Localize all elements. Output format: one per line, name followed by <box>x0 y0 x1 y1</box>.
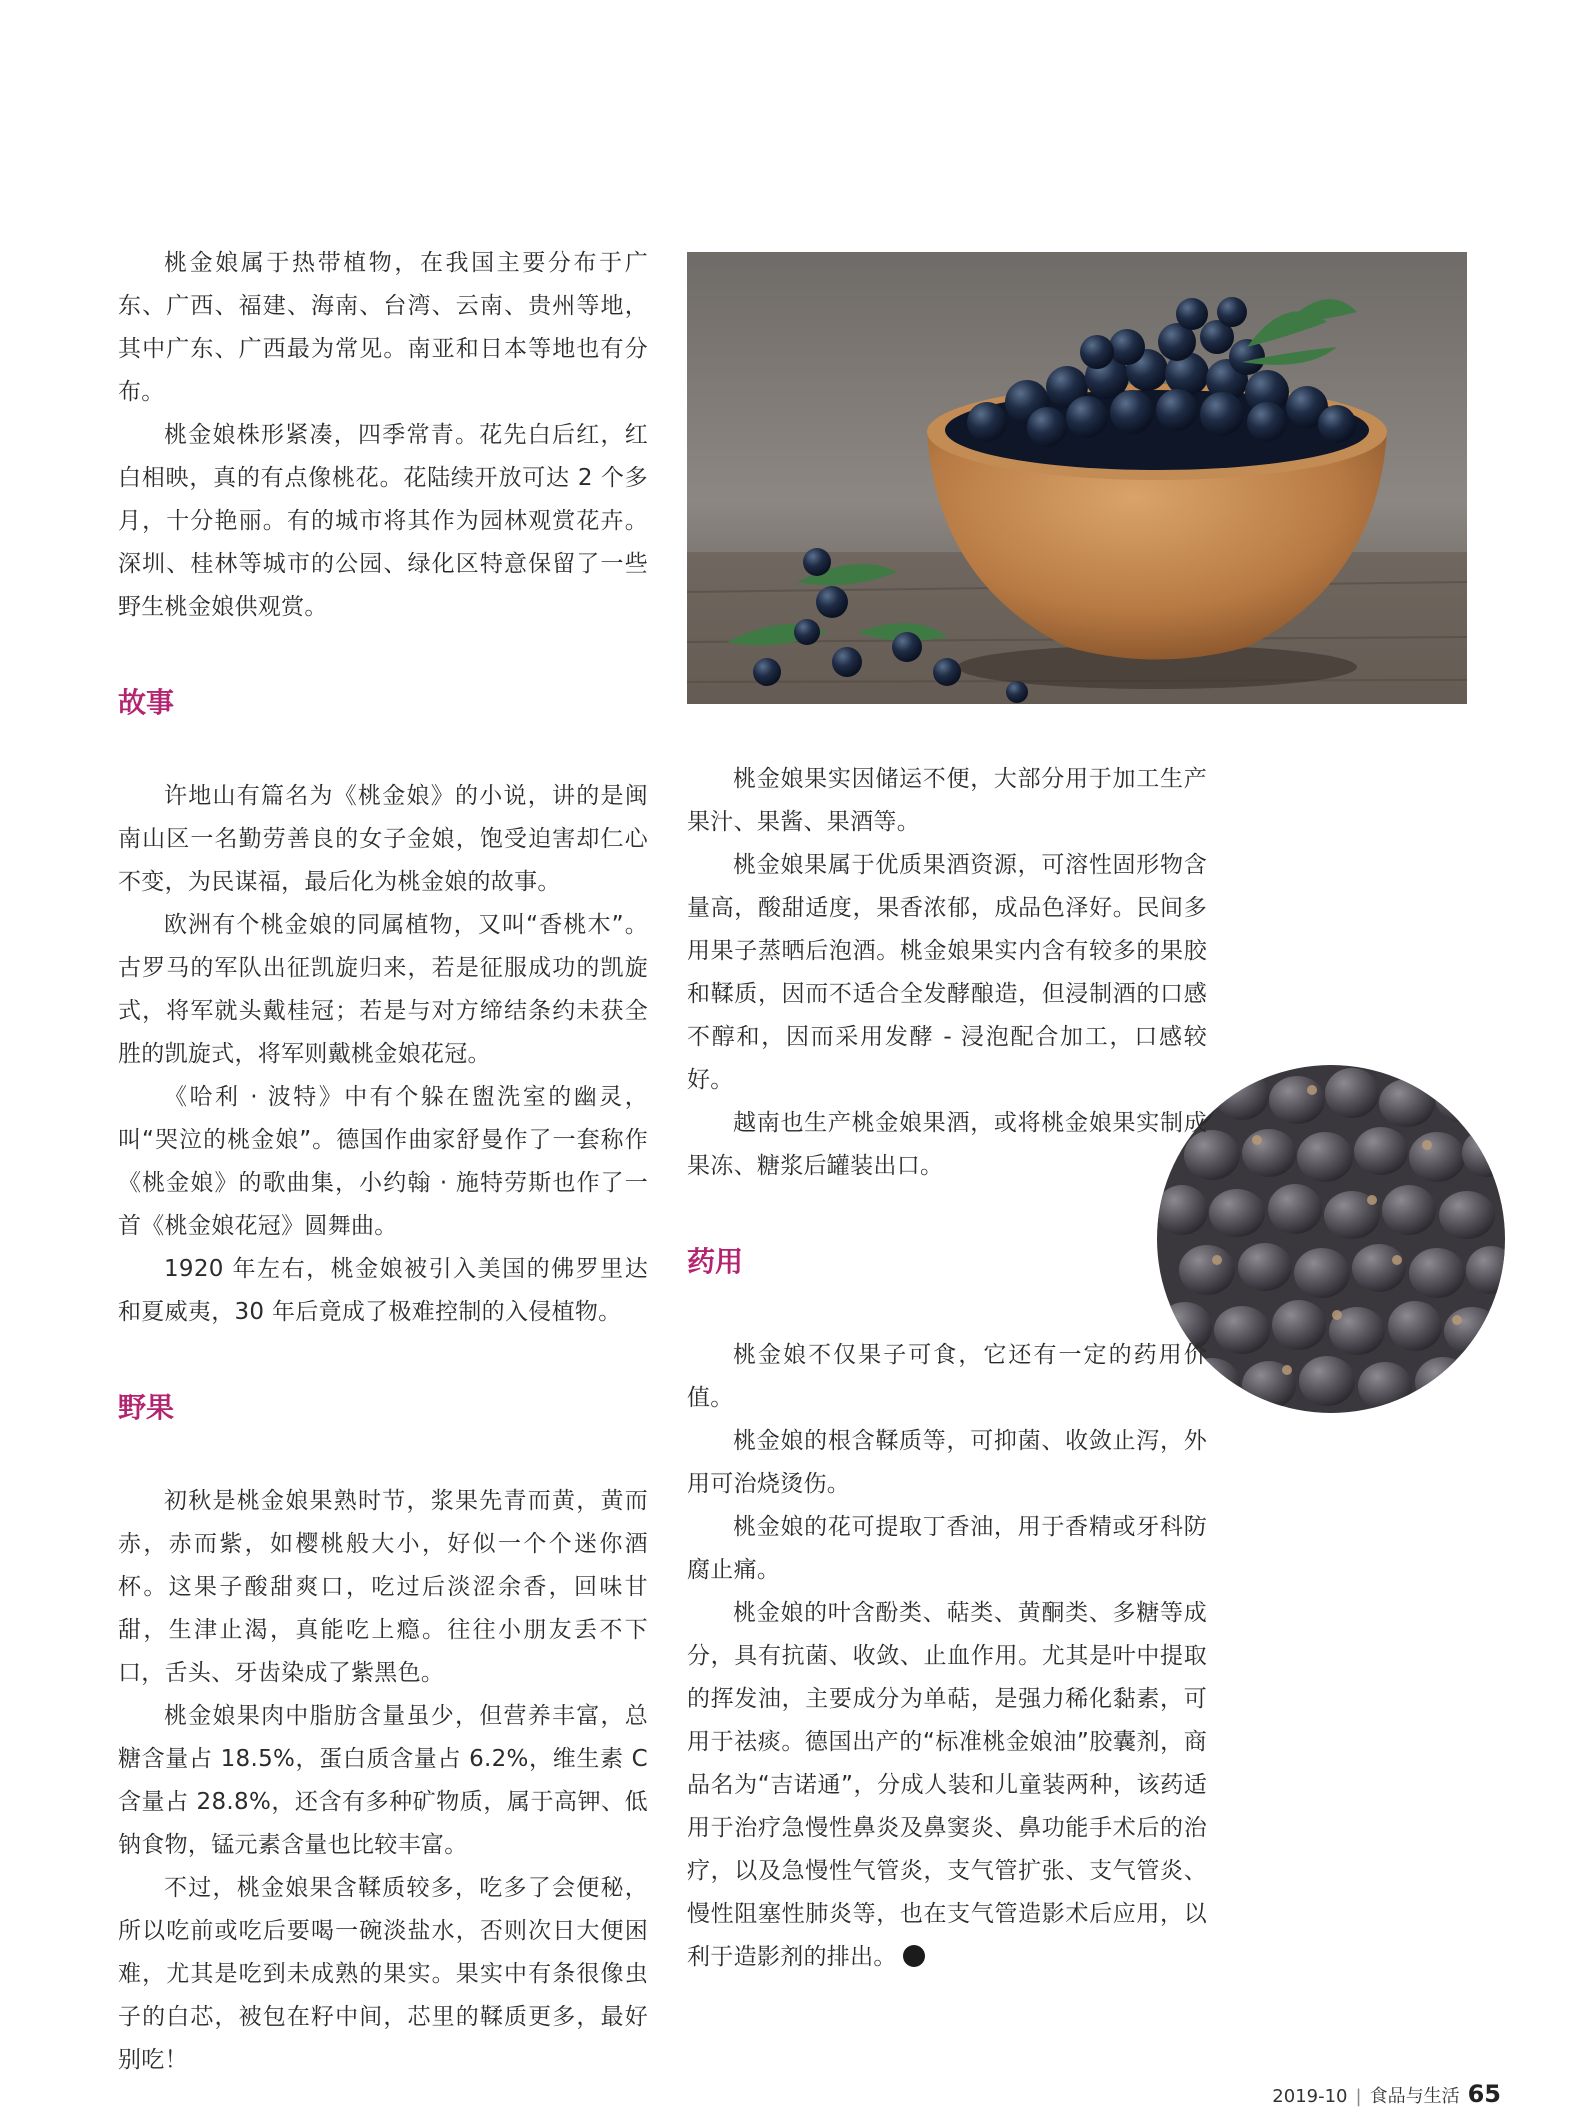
medicine-paragraph-1: 桃金娘不仅果子可食，它还有一定的药用价值。 <box>687 1342 1207 1411</box>
intro-paragraph-2: 桃金娘株形紧凑，四季常青。花先白后红，红白相映，真的有点像桃花。花陆续开放可达 2 个多月，十分艳丽。有的城市将其作为园林观赏花卉。深圳、桂林等城市的公园、绿化区特意保留了一些野生桃金娘供观赏。 <box>118 422 648 620</box>
medicine-paragraph-4 <box>687 1592 1207 1979</box>
issue-date: 2019-10 <box>1272 2086 1348 2107</box>
page-number: 65 <box>1467 2080 1501 2108</box>
story-paragraph-1: 许地山有篇名为《桃金娘》的小说，讲的是闽南山区一名勤劳善良的女子金娘，饱受迫害却仁心不变，为民谋福，最后化为桃金娘的故事。 <box>118 783 648 895</box>
medicine-paragraph-3: 桃金娘的花可提取丁香油，用于香精或牙科防腐止痛。 <box>687 1514 1207 1583</box>
medicine-paragraph-4-text: 桃金娘的叶含酚类、萜类、黄酮类、多糖等成分，具有抗菌、收敛、止血作用。尤其是叶中提取的挥发油，主要成分为单萜，是强力稀化黏素，可用于祛痰。德国出产的“标准桃金娘油”胶囊剂，商品名为“吉诺通”，分成人装和儿童装两种，该药适用于治疗急慢性鼻炎及鼻窦炎、鼻功能手术后的治疗，以及急慢性气管炎，支气管扩张、支气管炎、慢性阻塞性肺炎等，也在支气管造影术后应用，以利于造影剂的排出。 <box>687 1600 1207 1970</box>
processing-paragraph-3: 越南也生产桃金娘果酒，或将桃金娘果实制成果冻、糖浆后罐装出口。 <box>687 1110 1207 1179</box>
berry-bowl-photo <box>687 252 1467 704</box>
wild-paragraph-2: 桃金娘果肉中脂肪含量虽少，但营养丰富，总糖含量占 18.5%，蛋白质含量占 6.2%，维生素 C 含量占 28.8%，还含有多种矿物质，属于高钾、低钠食物，锰元素含量也比较丰富。 <box>118 1703 648 1858</box>
story-paragraph-2: 欧洲有个桃金娘的同属植物，又叫“香桃木”。古罗马的军队出征凯旋归来，若是征服成功的凯旋式，将军就头戴桂冠；若是与对方缔结条约未获全胜的凯旋式，将军则戴桃金娘花冠。 <box>118 912 648 1067</box>
dried-berries-photo <box>1157 1065 1505 1413</box>
medicine-heading: 药用 <box>687 1245 744 1278</box>
story-paragraph-3: 《哈利 · 波特》中有个躲在盥洗室的幽灵，叫“哭泣的桃金娘”。德国作曲家舒曼作了一套称作《桃金娘》的歌曲集，小约翰 · 施特劳斯也作了一首《桃金娘花冠》圆舞曲。 <box>118 1084 648 1239</box>
wild-fruit-heading: 野果 <box>118 1391 175 1424</box>
story-paragraph-4: 1920 年左右，桃金娘被引入美国的佛罗里达和夏威夷，30 年后竟成了极难控制的入侵植物。 <box>118 1256 648 1325</box>
end-mark-icon <box>903 1945 925 1967</box>
footer-divider: | <box>1355 2086 1362 2107</box>
right-column <box>687 758 1207 1979</box>
intro-paragraph-1: 桃金娘属于热带植物，在我国主要分布于广东、广西、福建、海南、台湾、云南、贵州等地，其中广东、广西最为常见。南亚和日本等地也有分布。 <box>118 250 648 405</box>
medicine-paragraph-2: 桃金娘的根含鞣质等，可抑菌、收敛止泻，外用可治烧烫伤。 <box>687 1428 1207 1497</box>
story-heading: 故事 <box>118 686 175 719</box>
wild-paragraph-3: 不过，桃金娘果含鞣质较多，吃多了会便秘，所以吃前或吃后要喝一碗淡盐水，否则次日大便困难，尤其是吃到未成熟的果实。果实中有条很像虫子的白芯，被包在籽中间，芯里的鞣质更多，最好别吃！ <box>118 1875 648 2073</box>
left-column <box>118 242 648 2082</box>
magazine-name: 食品与生活 <box>1369 2086 1460 2107</box>
wild-paragraph-1: 初秋是桃金娘果熟时节，浆果先青而黄，黄而赤，赤而紫，如樱桃般大小，好似一个个迷你酒杯。这果子酸甜爽口，吃过后淡涩余香，回味甘甜，生津止渴，真能吃上瘾。往往小朋友丢不下口，舌头、牙齿染成了紫黑色。 <box>118 1488 648 1686</box>
processing-paragraph-1: 桃金娘果实因储运不便，大部分用于加工生产果汁、果酱、果酒等。 <box>687 766 1207 835</box>
processing-paragraph-2: 桃金娘果属于优质果酒资源，可溶性固形物含量高，酸甜适度，果香浓郁，成品色泽好。民间多用果子蒸晒后泡酒。桃金娘果实内含有较多的果胶和鞣质，因而不适合全发酵酿造，但浸制酒的口感不醇和，因而采用发酵 - 浸泡配合加工，口感较好。 <box>687 852 1207 1093</box>
page-footer <box>1272 2080 1501 2108</box>
